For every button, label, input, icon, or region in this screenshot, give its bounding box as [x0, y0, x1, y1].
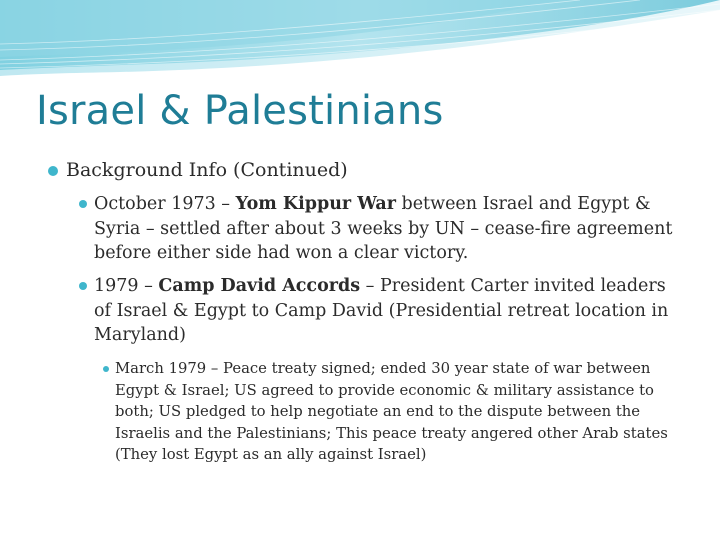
bullet-bold-term: Camp David Accords — [158, 276, 361, 296]
bullet-icon — [79, 282, 87, 290]
bullet-text — [94, 192, 684, 266]
bullet-background-info — [66, 158, 706, 183]
bullet-camp-david-accords — [94, 274, 684, 348]
bullet-yom-kippur-war — [94, 192, 684, 266]
subbullet-peace-treaty — [115, 358, 675, 466]
bullet-rest: – President Carter invited leaders of Israel & Egypt to Camp David (Presidential retreat location in Maryland) — [94, 276, 669, 345]
bullet-rest: between Israel and Egypt & Syria – settled after about 3 weeks by UN – cease-fire agreement before either side had won a clear victory. — [94, 194, 673, 263]
bullet-date: 1979 – — [94, 276, 159, 296]
bullet-icon — [79, 200, 87, 208]
bullet-text: Background Info (Continued) — [66, 159, 348, 181]
bullet-text: March 1979 – Peace treaty signed; ended 30 year state of war between Egypt & Israel; US agreed to provide economic & military assistance to both; US pledged to help negotiate an end to the dispute between the Israelis and the Palestinians; This peace treaty angered other Arab states (They lost Egypt as an ally against Israel) — [115, 360, 668, 463]
decorative-wave-banner — [0, 0, 720, 80]
bullet-icon — [48, 166, 58, 176]
bullet-text — [94, 274, 684, 348]
bullet-icon — [103, 366, 109, 372]
bullet-bold-term: Yom Kippur War — [235, 194, 396, 214]
bullet-date: October 1973 – — [94, 194, 236, 214]
slide-title: Israel & Palestinians — [36, 88, 444, 134]
